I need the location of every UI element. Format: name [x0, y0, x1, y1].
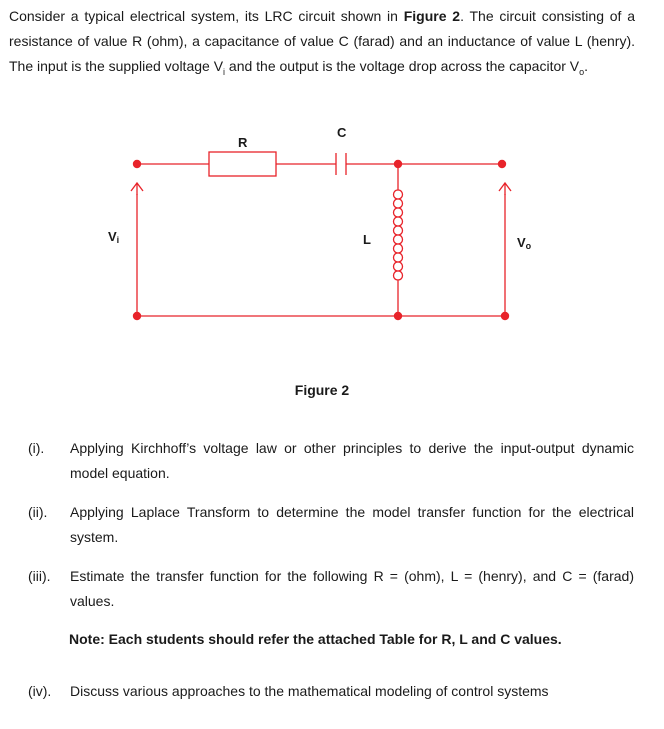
question-label-i: (i). [28, 440, 45, 456]
node-top-left [133, 160, 141, 168]
inductor-coil [394, 190, 403, 283]
question-text-i: Applying Kirchhoff’s voltage law or other principles to derive the input-output dynamic model equation. [70, 440, 634, 481]
question-text-ii: Applying Laplace Transform to determine the model transfer function for the electrical system. [70, 504, 634, 545]
intro-text-2: . The circuit consisting of a resistance of value R (ohm), a capacitance of value C (farad) and an inductance of value L (henry). The input is the supplied voltage V [9, 8, 635, 74]
figure-reference: Figure 2 [403, 8, 461, 24]
label-l: L [363, 232, 371, 247]
intro-text-3: and the output is the voltage drop across the capacitor V [225, 58, 580, 74]
label-vo-sub: o [525, 241, 532, 251]
label-vi-sub: i [116, 235, 120, 245]
question-text-iii: Estimate the transfer function for the following R = (ohm), L = (henry), and C = (farad) values. [70, 568, 634, 609]
label-r: R [238, 135, 248, 150]
note-text: Note: Each students should refer the attached Table for R, L and C values. [69, 631, 562, 647]
vi-subscript: i [223, 66, 226, 77]
question-label-ii: (ii). [28, 504, 48, 520]
vo-subscript: o [579, 66, 585, 77]
node-bottom-inductor [394, 312, 402, 320]
intro-text-1: Consider a typical electrical system, its LRC circuit shown in [9, 8, 404, 24]
question-label-iii: (iii). [28, 568, 51, 584]
resistor-symbol [209, 152, 276, 176]
node-top-right [498, 160, 506, 168]
label-c: C [337, 125, 347, 140]
node-bottom-right [501, 312, 509, 320]
figure-caption: Figure 2 [294, 382, 350, 398]
node-bottom-left [133, 312, 141, 320]
question-text-iv: Discuss various approaches to the mathematical modeling of control systems [70, 683, 549, 699]
intro-text-4: . [584, 58, 589, 74]
node-top-inductor [394, 160, 402, 168]
question-label-iv: (iv). [28, 683, 52, 699]
circuit-wires [131, 152, 511, 316]
circuit-nodes [133, 160, 509, 320]
label-vo: Vo [517, 235, 532, 251]
label-vi: Vi [108, 229, 120, 245]
